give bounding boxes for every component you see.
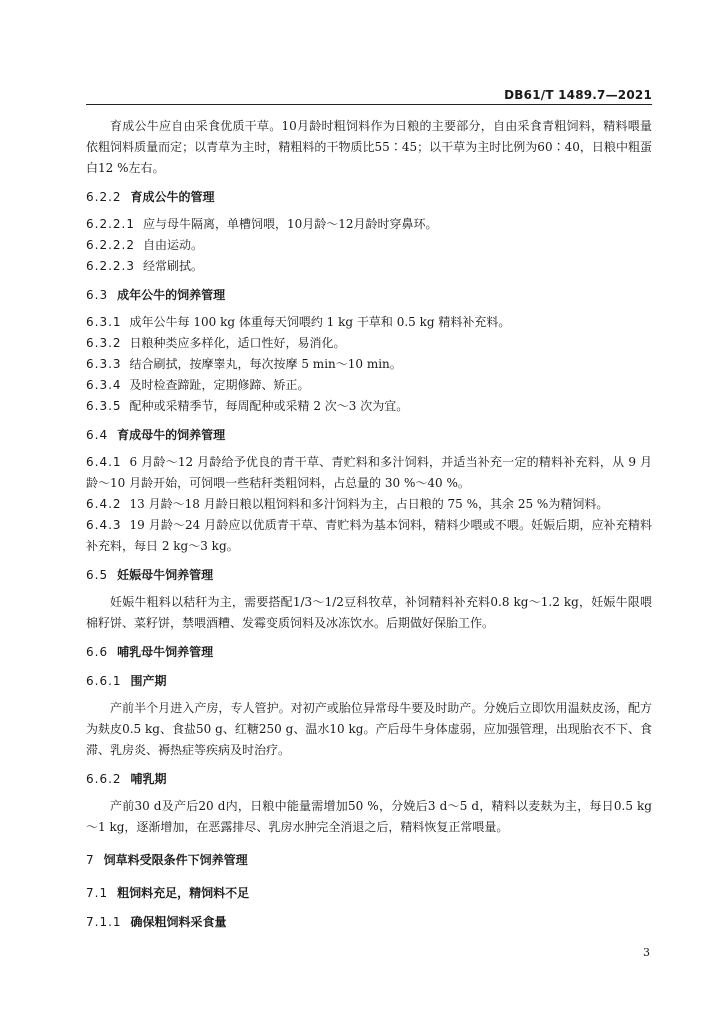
clause-item <box>86 235 652 256</box>
heading-text: 哺乳期 <box>130 772 167 786</box>
section-heading <box>86 285 652 306</box>
clause-item <box>86 375 652 396</box>
document-body <box>86 116 652 939</box>
body-paragraph: 妊娠牛粗料以秸秆为主，需要搭配1/3～1/2豆科牧草，补饲精料补充料0.8 kg～1.2 kg，妊娠牛限喂棉籽饼、菜籽饼，禁喂酒糟、发霉变质饲料及冰冻饮水。后期做好保胎工作。 <box>86 595 652 630</box>
section-heading <box>86 565 652 586</box>
clause-number: 6.3.5 <box>86 399 122 413</box>
clause-item <box>86 515 652 557</box>
clause-number: 6.4.1 <box>86 455 122 469</box>
clause-text: 结合刷拭，按摩睾丸，每次按摩 5 min～10 min。 <box>129 357 402 371</box>
clause-number: 6.3.1 <box>86 315 122 329</box>
clause-number: 6.2.2.2 <box>86 238 135 252</box>
clause-text: 6 月龄～12 月龄给予优良的青干草、青贮料和多汁饲料，并适当补充一定的精料补充料，从 9 月龄～10 月龄开始，可饲喂一些秸秆类粗饲料，占总量的 30 %～40 %。 <box>86 455 652 490</box>
clause-item <box>86 256 652 277</box>
clause-item <box>86 494 652 515</box>
body-paragraph: 产前30 d及产后20 d内，日粮中能量需增加50 %，分娩后3 d～5 d，精料以麦麸为主，每日0.5 kg～1 kg，逐渐增加，在恶露排尽、乳房水肿完全消退之后，精料恢复正常喂量。 <box>86 799 652 834</box>
section-heading <box>86 671 652 692</box>
clause-text: 经常刷拭。 <box>142 259 203 273</box>
page-number: 3 <box>643 946 650 959</box>
clause-number: 6.5 <box>86 568 109 582</box>
heading-text: 围产期 <box>130 674 167 688</box>
clause-item <box>86 333 652 354</box>
section-heading <box>86 425 652 446</box>
heading-text: 育成公牛的管理 <box>130 190 215 204</box>
clause-item <box>86 312 652 333</box>
heading-text: 饲草料受限条件下饲养管理 <box>103 853 248 867</box>
clause-text: 成年公牛每 100 kg 体重每天饲喂约 1 kg 干草和 0.5 kg 精料补充料。 <box>129 315 511 329</box>
section-heading <box>86 912 652 933</box>
clause-number: 6.3 <box>86 288 109 302</box>
section-heading <box>86 850 652 871</box>
section-heading <box>86 769 652 790</box>
clause-text: 自由运动。 <box>142 238 203 252</box>
clause-number: 6.2.2.3 <box>86 259 135 273</box>
clause-number: 7.1.1 <box>86 915 122 929</box>
clause-number: 6.3.4 <box>86 378 122 392</box>
clause-item <box>86 354 652 375</box>
clause-number: 6.4 <box>86 428 109 442</box>
clause-number: 6.4.2 <box>86 497 122 511</box>
clause-text: 应与母牛隔离，单槽饲喂，10月龄～12月龄时穿鼻环。 <box>142 217 438 231</box>
clause-text: 配种或采精季节，每周配种或采精 2 次～3 次为宜。 <box>129 399 409 413</box>
clause-number: 6.2.2.1 <box>86 217 135 231</box>
heading-text: 哺乳母牛饲养管理 <box>117 645 214 659</box>
clause-number: 6.6.2 <box>86 772 122 786</box>
heading-text: 妊娠母牛饲养管理 <box>117 568 214 582</box>
heading-text: 粗饲料充足，精饲料不足 <box>117 886 250 900</box>
clause-text: 日粮种类应多样化，适口性好，易消化。 <box>129 336 346 350</box>
section-heading <box>86 642 652 663</box>
document-code-header: DB61/T 1489.7—2021 <box>504 88 652 102</box>
clause-number: 6.2.2 <box>86 190 122 204</box>
heading-text: 成年公牛的饲养管理 <box>117 288 226 302</box>
clause-text: 19 月龄～24 月龄应以优质青干草、青贮料为基本饲料，精料少喂或不喂。妊娠后期，应补充精料补充料，每日 2 kg～3 kg。 <box>86 518 652 553</box>
clause-item <box>86 214 652 235</box>
section-heading <box>86 187 652 208</box>
header-divider <box>86 104 652 105</box>
clause-number: 7.1 <box>86 886 109 900</box>
body-paragraph: 育成公牛应自由采食优质干草。10月龄时粗饲料作为日粮的主要部分，自由采食青粗饲料，精料喂量依粗饲料质量而定；以青草为主时，精粗料的干物质比55∶45；以干草为主时比例为60∶40，日粮中粗蛋白12 %左右。 <box>86 119 652 175</box>
clause-number: 7 <box>86 853 95 867</box>
section-heading <box>86 883 652 904</box>
clause-item <box>86 396 652 417</box>
body-paragraph: 产前半个月进入产房，专人管护。对初产或胎位异常母牛要及时助产。分娩后立即饮用温麸皮汤，配方为麸皮0.5 kg、食盐50 g、红糖250 g、温水10 kg。产后母牛身体虚弱，应加强管理，出现胎衣不下、食滞、乳房炎、褥热症等疾病及时治疗。 <box>86 701 652 757</box>
clause-number: 6.6 <box>86 645 109 659</box>
heading-text: 育成母牛的饲养管理 <box>117 428 226 442</box>
heading-text: 确保粗饲料采食量 <box>130 915 227 929</box>
clause-number: 6.3.2 <box>86 336 122 350</box>
clause-number: 6.4.3 <box>86 518 122 532</box>
clause-text: 及时检查蹄趾，定期修蹄、矫正。 <box>129 378 310 392</box>
clause-text: 13 月龄～18 月龄日粮以粗饲料和多汁饲料为主，占日粮的 75 %，其余 25 %为精饲料。 <box>129 497 609 511</box>
clause-number: 6.3.3 <box>86 357 122 371</box>
clause-number: 6.6.1 <box>86 674 122 688</box>
clause-item <box>86 452 652 494</box>
